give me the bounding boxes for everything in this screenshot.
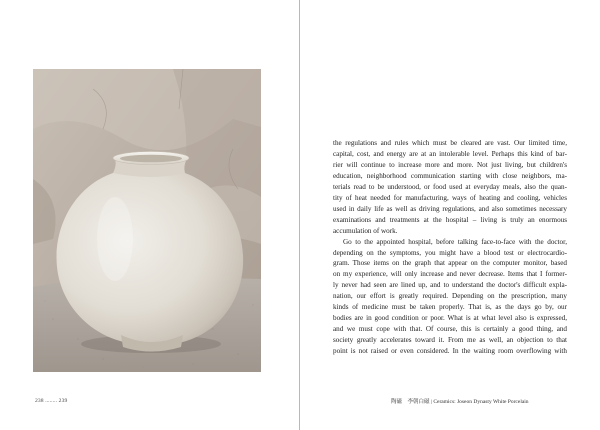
text-line: terials read to be understood, or food used at everyday meals, also the quan- [333, 182, 567, 191]
text-line: rier will continue to increase more and more. Not just living, but children's [333, 160, 567, 169]
text-line: education, neighborhood communication starting with close neighbors, ma- [333, 171, 567, 180]
paragraph-2 [333, 237, 567, 357]
text-line: Go to the appointed hospital, before talking face-to-face with the doctor, [343, 237, 567, 246]
text-line: capital, cost, and energy are at an intolerable level. Perhaps this kind of bar- [333, 149, 567, 158]
text-line: depending on the symptoms, you might have a blood test or electrocardio- [333, 248, 567, 257]
text-line: the regulations and rules which must be cleared are vast. Our limited time, [333, 139, 567, 147]
text-line: and we must cope with that. Of course, this is certainly a good thing, and [333, 325, 567, 334]
page-gutter [299, 0, 300, 430]
text-line: on my experience, will only increase and never decrease. Items that I former- [333, 270, 567, 279]
photo-caption: 陶磁 李朝白磁 | Ceramics: Joseon Dynasty White Porcelain [391, 399, 529, 405]
text-line: kinds of medicine must be taken properly. That is, as the days go by, our [333, 303, 567, 312]
text-line: examinations and treatments at the hospital – living is truly an enormous [333, 215, 567, 224]
text-line: tity of heat needed for manufacturing, ways of heating and cooling, vehicles [333, 193, 567, 202]
porcelain-jar-photo [33, 69, 261, 372]
text-line: bodies are in good condition or poor. What is at what level also is expressed, [333, 314, 567, 323]
text-line: ly never had seen are lined up, and to understand the doctor's difficult expla- [333, 281, 567, 290]
paragraph-1 [333, 138, 567, 237]
text-line: used in daily life as well as driving regulations, and also sometimes necessary [333, 204, 567, 213]
text-line: society greatly accelerates toward it. From me as well, an objection to that [333, 336, 567, 345]
text-line: accumulation of work. [333, 226, 398, 235]
text-line: gram. Those items on the graph that appear on the computer monitor, based [333, 259, 567, 268]
body-text [333, 138, 567, 357]
text-line: nation, our effort is greatly required. Depending on the prescription, many [333, 292, 567, 301]
text-line: point is not raised or even considered. In the waiting room overflowing with [333, 347, 567, 356]
page-numbers: 238 ........ 239 [35, 398, 68, 404]
